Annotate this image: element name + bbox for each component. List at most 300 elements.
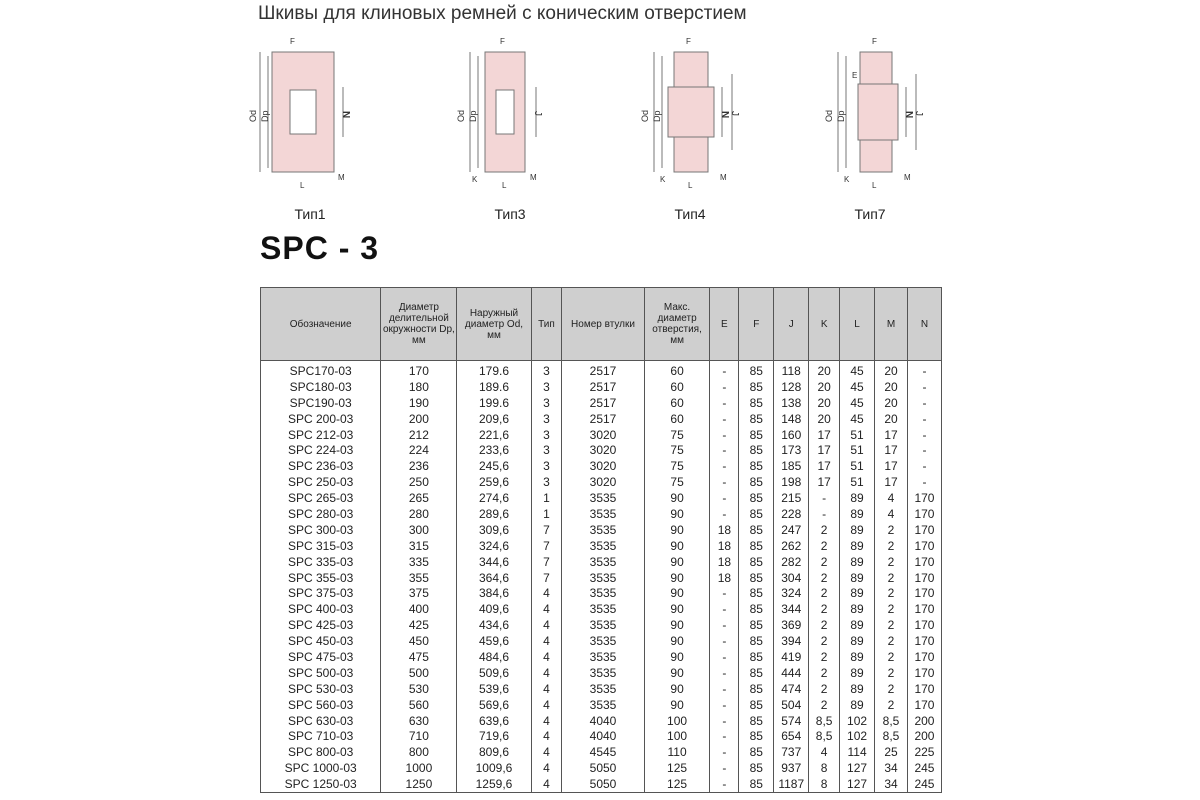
table-cell: 2517 — [562, 379, 644, 395]
table-cell: SPC 300-03 — [261, 522, 381, 538]
svg-text:F: F — [290, 37, 295, 46]
table-cell: 89 — [840, 601, 875, 617]
table-cell: 85 — [739, 617, 774, 633]
table-cell: SPC 355-03 — [261, 570, 381, 586]
table-cell: 4545 — [562, 744, 644, 760]
svg-text:L: L — [872, 181, 877, 190]
table-cell: 265 — [381, 490, 457, 506]
table-cell: 20 — [875, 395, 908, 411]
table-cell: 127 — [840, 760, 875, 776]
table-cell: 90 — [644, 490, 710, 506]
table-cell: 809,6 — [457, 744, 531, 760]
table-row — [261, 601, 942, 617]
table-cell: 4 — [531, 713, 562, 729]
col-header-designation: Обозначение — [261, 288, 381, 361]
table-cell: 85 — [739, 427, 774, 443]
table-cell: 434,6 — [457, 617, 531, 633]
svg-text:K: K — [660, 175, 666, 184]
table-cell: 89 — [840, 681, 875, 697]
table-cell: 198 — [774, 474, 809, 490]
table-cell: 3020 — [562, 442, 644, 458]
table-cell: 89 — [840, 554, 875, 570]
table-cell: 90 — [644, 506, 710, 522]
table-cell: 18 — [710, 522, 739, 538]
svg-text:N: N — [719, 111, 730, 119]
table-cell: 710 — [381, 728, 457, 744]
table-cell: - — [710, 633, 739, 649]
table-cell: 2 — [809, 570, 840, 586]
svg-text:M: M — [720, 173, 727, 182]
table-cell: 364,6 — [457, 570, 531, 586]
table-cell: SPC 280-03 — [261, 506, 381, 522]
table-row — [261, 522, 942, 538]
table-cell: 170 — [907, 633, 941, 649]
table-cell: 475 — [381, 649, 457, 665]
table-cell: 262 — [774, 538, 809, 554]
table-row — [261, 506, 942, 522]
table-cell: 937 — [774, 760, 809, 776]
table-cell: 233,6 — [457, 442, 531, 458]
col-header-j: J — [774, 288, 809, 361]
table-cell: - — [710, 713, 739, 729]
table-cell: 4 — [875, 506, 908, 522]
table-cell: 170 — [907, 522, 941, 538]
pulley-type4-drawing — [630, 32, 750, 192]
table-cell: - — [907, 474, 941, 490]
table-cell: - — [809, 490, 840, 506]
table-cell: 5050 — [562, 760, 644, 776]
table-cell: 85 — [739, 713, 774, 729]
table-cell: 20 — [875, 361, 908, 379]
table-cell: 170 — [907, 506, 941, 522]
table-cell: 90 — [644, 554, 710, 570]
table-cell: 2 — [809, 617, 840, 633]
table-cell: 102 — [840, 713, 875, 729]
table-cell: 110 — [644, 744, 710, 760]
table-cell: SPC 630-03 — [261, 713, 381, 729]
table-row — [261, 427, 942, 443]
table-cell: 719,6 — [457, 728, 531, 744]
table-cell: 45 — [840, 379, 875, 395]
table-row — [261, 474, 942, 490]
table-cell: 4 — [531, 681, 562, 697]
table-cell: 459,6 — [457, 633, 531, 649]
table-cell: 289,6 — [457, 506, 531, 522]
table-cell: 89 — [840, 490, 875, 506]
table-row — [261, 760, 942, 776]
table-cell: 85 — [739, 570, 774, 586]
svg-text:Od: Od — [824, 109, 834, 122]
table-cell: - — [710, 395, 739, 411]
table-cell: 4 — [531, 617, 562, 633]
table-cell: 17 — [875, 427, 908, 443]
table-cell: SPC 236-03 — [261, 458, 381, 474]
table-cell: 409,6 — [457, 601, 531, 617]
table-cell: 509,6 — [457, 665, 531, 681]
table-cell: 180 — [381, 379, 457, 395]
table-cell: 8,5 — [875, 713, 908, 729]
table-cell: 125 — [644, 760, 710, 776]
table-cell: 384,6 — [457, 585, 531, 601]
table-cell: 100 — [644, 728, 710, 744]
table-cell: 3 — [531, 442, 562, 458]
table-cell: 60 — [644, 395, 710, 411]
table-cell: - — [710, 665, 739, 681]
table-cell: 3535 — [562, 538, 644, 554]
table-cell: - — [907, 427, 941, 443]
table-cell: 8,5 — [809, 713, 840, 729]
table-cell: SPC190-03 — [261, 395, 381, 411]
diagram-label: Тип3 — [494, 206, 526, 222]
table-cell: 539,6 — [457, 681, 531, 697]
table-cell: 20 — [875, 411, 908, 427]
table-cell: - — [907, 379, 941, 395]
table-cell: 375 — [381, 585, 457, 601]
table-cell: 3535 — [562, 570, 644, 586]
table-cell: 89 — [840, 570, 875, 586]
table-cell: 20 — [875, 379, 908, 395]
col-header-k: K — [809, 288, 840, 361]
table-cell: 450 — [381, 633, 457, 649]
table-cell: 2 — [809, 649, 840, 665]
table-cell: 189.6 — [457, 379, 531, 395]
table-cell: 128 — [774, 379, 809, 395]
table-cell: 4 — [531, 649, 562, 665]
table-cell: 118 — [774, 361, 809, 379]
col-header-n: N — [907, 288, 941, 361]
table-cell: 1 — [531, 490, 562, 506]
table-header-row — [261, 288, 942, 361]
table-cell: 75 — [644, 427, 710, 443]
table-cell: 85 — [739, 522, 774, 538]
table-cell: 85 — [739, 728, 774, 744]
table-cell: 224 — [381, 442, 457, 458]
table-cell: 170 — [907, 538, 941, 554]
table-cell: 200 — [907, 728, 941, 744]
table-cell: 3535 — [562, 522, 644, 538]
table-cell: - — [710, 442, 739, 458]
svg-text:F: F — [872, 37, 877, 46]
table-cell: 89 — [840, 665, 875, 681]
table-cell: 85 — [739, 601, 774, 617]
diagram-label: Тип4 — [674, 206, 706, 222]
table-cell: - — [907, 458, 941, 474]
table-cell: 2 — [875, 601, 908, 617]
table-cell: 315 — [381, 538, 457, 554]
table-cell: 3020 — [562, 427, 644, 443]
table-cell: 2 — [809, 681, 840, 697]
col-header-pitch-diameter: Диаметр делительной окружности Dp, мм — [381, 288, 457, 361]
table-row — [261, 744, 942, 760]
table-cell: 225 — [907, 744, 941, 760]
table-cell: 3535 — [562, 490, 644, 506]
table-cell: SPC 450-03 — [261, 633, 381, 649]
table-cell: 3535 — [562, 601, 644, 617]
table-cell: 425 — [381, 617, 457, 633]
table-cell: 85 — [739, 538, 774, 554]
table-cell: 160 — [774, 427, 809, 443]
table-row — [261, 490, 942, 506]
table-cell: 18 — [710, 570, 739, 586]
table-cell: 630 — [381, 713, 457, 729]
table-cell: 3535 — [562, 506, 644, 522]
table-cell: 800 — [381, 744, 457, 760]
table-cell: 8 — [809, 760, 840, 776]
table-cell: 170 — [907, 665, 941, 681]
table-cell: 89 — [840, 649, 875, 665]
table-cell: 200 — [907, 713, 941, 729]
table-cell: - — [710, 490, 739, 506]
table-cell: 355 — [381, 570, 457, 586]
table-cell: 4040 — [562, 728, 644, 744]
table-row — [261, 649, 942, 665]
svg-text:L: L — [502, 181, 507, 190]
table-cell: 85 — [739, 395, 774, 411]
table-cell: 236 — [381, 458, 457, 474]
table-cell: 170 — [907, 585, 941, 601]
table-cell: 17 — [875, 474, 908, 490]
table-cell: 89 — [840, 633, 875, 649]
table-cell: SPC 425-03 — [261, 617, 381, 633]
table-cell: 4 — [531, 728, 562, 744]
table-cell: 245 — [907, 776, 941, 792]
table-cell: 2 — [809, 585, 840, 601]
table-cell: 85 — [739, 474, 774, 490]
table-cell: 245 — [907, 760, 941, 776]
table-cell: 85 — [739, 554, 774, 570]
table-cell: 45 — [840, 411, 875, 427]
diagram-label: Тип7 — [854, 206, 886, 222]
table-cell: 1250 — [381, 776, 457, 792]
table-cell: SPC 250-03 — [261, 474, 381, 490]
table-row — [261, 697, 942, 713]
table-cell: 3 — [531, 361, 562, 379]
table-cell: 60 — [644, 379, 710, 395]
table-cell: 45 — [840, 361, 875, 379]
table-cell: 250 — [381, 474, 457, 490]
table-cell: 34 — [875, 776, 908, 792]
table-cell: 85 — [739, 665, 774, 681]
table-row — [261, 361, 942, 379]
svg-text:N: N — [340, 111, 351, 119]
specifications-table — [260, 287, 942, 793]
svg-text:M: M — [530, 173, 537, 182]
table-cell: 90 — [644, 585, 710, 601]
table-cell: 85 — [739, 585, 774, 601]
table-cell: 2 — [809, 538, 840, 554]
table-cell: 75 — [644, 442, 710, 458]
table-row — [261, 728, 942, 744]
table-cell: 17 — [809, 474, 840, 490]
table-cell: 2 — [809, 601, 840, 617]
table-cell: 179.6 — [457, 361, 531, 379]
table-cell: 20 — [809, 395, 840, 411]
table-cell: 89 — [840, 522, 875, 538]
table-cell: 8 — [809, 776, 840, 792]
table-cell: 344 — [774, 601, 809, 617]
table-cell: 3 — [531, 474, 562, 490]
table-cell: 4 — [531, 665, 562, 681]
table-cell: 259,6 — [457, 474, 531, 490]
table-cell: SPC 224-03 — [261, 442, 381, 458]
col-header-f: F — [739, 288, 774, 361]
table-cell: 4040 — [562, 713, 644, 729]
table-cell: 85 — [739, 633, 774, 649]
series-title: SPC - 3 — [260, 230, 380, 266]
table-cell: 2 — [875, 585, 908, 601]
svg-text:J: J — [532, 111, 543, 116]
table-cell: 228 — [774, 506, 809, 522]
table-cell: 18 — [710, 538, 739, 554]
table-cell: - — [710, 411, 739, 427]
svg-text:M: M — [904, 173, 911, 182]
table-cell: 2517 — [562, 411, 644, 427]
table-cell: - — [710, 760, 739, 776]
table-cell: 148 — [774, 411, 809, 427]
table-cell: 190 — [381, 395, 457, 411]
table-cell: 282 — [774, 554, 809, 570]
table-cell: 569,6 — [457, 697, 531, 713]
table-cell: 18 — [710, 554, 739, 570]
table-cell: 4 — [531, 585, 562, 601]
table-cell: 274,6 — [457, 490, 531, 506]
table-cell: 17 — [809, 442, 840, 458]
table-cell: 2 — [875, 617, 908, 633]
table-cell: - — [710, 728, 739, 744]
table-cell: 2 — [875, 570, 908, 586]
table-cell: - — [710, 649, 739, 665]
table-cell: - — [710, 601, 739, 617]
svg-text:F: F — [686, 37, 691, 46]
table-cell: 4 — [531, 601, 562, 617]
table-cell: SPC 375-03 — [261, 585, 381, 601]
table-cell: 4 — [531, 776, 562, 792]
table-cell: 4 — [531, 760, 562, 776]
table-cell: SPC 400-03 — [261, 601, 381, 617]
table-row — [261, 458, 942, 474]
table-cell: 20 — [809, 411, 840, 427]
table-cell: 2 — [875, 633, 908, 649]
table-cell: 369 — [774, 617, 809, 633]
table-cell: 7 — [531, 538, 562, 554]
table-cell: 170 — [381, 361, 457, 379]
table-cell: 25 — [875, 744, 908, 760]
table-cell: 2 — [875, 538, 908, 554]
diagram-type7 — [810, 32, 930, 222]
table-cell: 3535 — [562, 649, 644, 665]
table-cell: 85 — [739, 506, 774, 522]
table-cell: 444 — [774, 665, 809, 681]
table-cell: 100 — [644, 713, 710, 729]
table-cell: 574 — [774, 713, 809, 729]
table-cell: 324 — [774, 585, 809, 601]
svg-text:Od: Od — [248, 109, 258, 122]
table-cell: 170 — [907, 681, 941, 697]
table-cell: 2517 — [562, 361, 644, 379]
table-cell: 127 — [840, 776, 875, 792]
table-cell: 2 — [809, 554, 840, 570]
table-cell: 212 — [381, 427, 457, 443]
table-cell: 85 — [739, 649, 774, 665]
table-cell: SPC 560-03 — [261, 697, 381, 713]
table-row — [261, 633, 942, 649]
table-cell: 89 — [840, 697, 875, 713]
table-cell: - — [710, 744, 739, 760]
table-cell: 90 — [644, 681, 710, 697]
table-cell: - — [907, 442, 941, 458]
table-cell: 170 — [907, 697, 941, 713]
table-cell: 4 — [531, 633, 562, 649]
svg-text:Od: Od — [640, 109, 650, 122]
table-cell: 474 — [774, 681, 809, 697]
table-cell: 335 — [381, 554, 457, 570]
diagram-type3 — [450, 32, 570, 222]
table-cell: SPC 335-03 — [261, 554, 381, 570]
table-cell: 89 — [840, 585, 875, 601]
table-cell: 5050 — [562, 776, 644, 792]
table-row — [261, 538, 942, 554]
table-row — [261, 617, 942, 633]
table-cell: 3535 — [562, 633, 644, 649]
table-cell: - — [710, 681, 739, 697]
pulley-diagrams — [250, 32, 950, 222]
table-cell: 90 — [644, 617, 710, 633]
table-cell: 89 — [840, 538, 875, 554]
table-cell: 60 — [644, 361, 710, 379]
table-cell: 90 — [644, 649, 710, 665]
table-cell: 304 — [774, 570, 809, 586]
table-cell: 2 — [809, 665, 840, 681]
table-cell: 1187 — [774, 776, 809, 792]
table-row — [261, 395, 942, 411]
table-cell: 138 — [774, 395, 809, 411]
table-cell: 89 — [840, 506, 875, 522]
table-row — [261, 570, 942, 586]
table-row — [261, 442, 942, 458]
table-row — [261, 681, 942, 697]
table-cell: - — [710, 506, 739, 522]
table-cell: 90 — [644, 601, 710, 617]
table-cell: 2 — [875, 522, 908, 538]
table-cell: 2 — [875, 665, 908, 681]
table-cell: 4 — [875, 490, 908, 506]
table-cell: SPC 1250-03 — [261, 776, 381, 792]
table-cell: SPC180-03 — [261, 379, 381, 395]
table-cell: - — [710, 585, 739, 601]
table-row — [261, 665, 942, 681]
table-cell: 85 — [739, 776, 774, 792]
col-header-m: M — [875, 288, 908, 361]
pulley-type7-drawing — [810, 32, 930, 192]
svg-text:N: N — [903, 111, 914, 119]
table-cell: 2 — [875, 649, 908, 665]
table-cell: 394 — [774, 633, 809, 649]
table-cell: 75 — [644, 458, 710, 474]
table-cell: 2 — [875, 681, 908, 697]
table-body — [261, 361, 942, 793]
table-cell: 89 — [840, 617, 875, 633]
table-cell: 85 — [739, 458, 774, 474]
table-cell: 7 — [531, 570, 562, 586]
table-cell: 125 — [644, 776, 710, 792]
table-cell: 85 — [739, 697, 774, 713]
col-header-e: E — [710, 288, 739, 361]
table-cell: 400 — [381, 601, 457, 617]
table-cell: 8,5 — [875, 728, 908, 744]
pulley-type3-drawing — [450, 32, 570, 192]
table-cell: 530 — [381, 681, 457, 697]
table-cell: 90 — [644, 522, 710, 538]
